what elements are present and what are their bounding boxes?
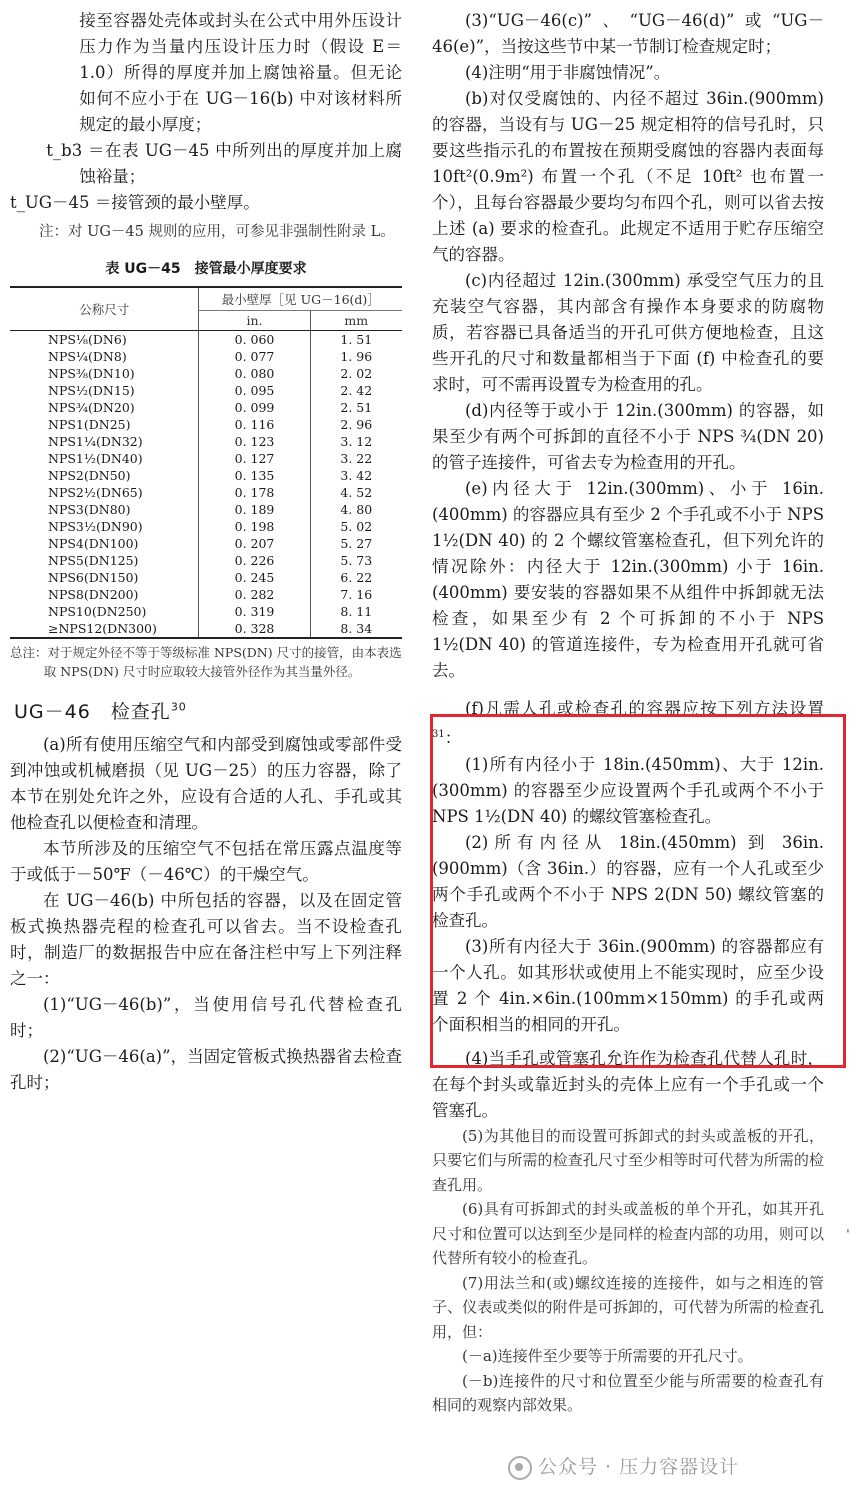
footnote-marker-31: 31 [432,729,445,740]
paragraph-e: (e)内径大于 12in.(300mm)、小于 16in.(400mm) 的容器应具有至少 2 个手孔或不小于 NPS 1½(DN 40) 的 2 个螺纹管塞检查孔，但下列允许的情况除外：内径大于 12in.(300mm) 小于 16in.(400mm) 要安装的容器如果不从组件中拆卸就无法检查，如果至少有 2 个可拆卸的不小于 NPS 1½(DN 40) 的管道连接件，专为检查用开孔就可省去。 [432,479,824,680]
paragraph-f: (f)凡需人孔或检查孔的容器应按下列方法设置$^{31}$： [432,699,824,748]
paragraph-f-item-1: (1)所有内径小于 18in.(450mm)、大于 12in.(300mm) 的容器至少应设置两个手孔或两个不小于 NPS 1½(DN 40) 的螺纹管塞检查孔。 [432,754,824,826]
definition-tug45: t_UG－45 ＝接管颈的最小壁厚。 [10,193,260,212]
nozzle-thickness-table [10,286,402,639]
table-row: NPS¼(DN8) 0. 077 1. 96 [10,348,402,365]
highlight-box [430,714,846,1068]
table-row: NPS3½(DN90) 0. 198 5. 02 [10,518,402,535]
note-text: 注：对 UG－45 规则的应用，可参见非强制性附录 L。 [39,224,395,240]
margin-mark: ˈ [846,1228,850,1244]
table-header-in: in. [199,311,310,331]
table-row: NPS¾(DN20) 0. 099 2. 51 [10,399,402,416]
table-row: NPS3(DN80) 0. 189 4. 80 [10,501,402,518]
paragraph-d: (d)内径等于或小于 12in.(300mm) 的容器，如果至少有两个可拆卸的直径不小于 NPS ¾(DN 20) 的管子连接件，可省去专为检查用的开孔。 [432,401,824,472]
table-header-group: 最小壁厚［见 UG－16(d)］ [199,287,402,311]
watermark-text: 公众号 · 压力容器设计 [538,1456,740,1478]
paragraph-f-item-2: (2)所有内径从 18in.(450mm) 到 36in.(900mm)（含 36in.）的容器，应有一个人孔或至少两个手孔或两个不小于 NPS 2(DN 50) 螺纹管塞的检查孔。 [432,832,824,930]
paragraph-a-item-2: (2)“UG－46(a)”，当固定管板式换热器省去检查孔时； [10,1047,402,1092]
table-row: NPS1¼(DN32) 0. 123 3. 12 [10,433,402,450]
definition-tb3: t_b3 ＝在表 UG－45 中所列出的厚度并加上腐蚀裕量； [46,141,402,186]
watermark [508,1452,739,1480]
table-general-note: 总注：对于规定外径不等于等级标准 NPS(DN) 尺寸的接管，由本表选取 NPS(DN) 尺寸时应取较大接管外径作为其当量外径。 [10,645,402,679]
paragraph-c: (c)内径超过 12in.(300mm) 承受空气压力的且充装空气容器，其内部含有操作本身要求的防腐物质，若容器已具备适当的开孔可供方便地检查，且这些开孔的尺寸和数量都相当于下面 (f) 中检查孔的要求时，可不需再设置专为检查用的孔。 [432,271,824,394]
paragraph-f-item-7a: (－a)连接件至少要等于所需要的开孔尺寸。 [462,1347,753,1365]
paragraph-a: (a)所有使用压缩空气和内部受到腐蚀或零部件受到冲蚀或机械磨损（见 UG－25）的压力容器，除了本节在别处允许之外，应设有合适的人孔、手孔或其他检查孔以便检查和清理。 [10,735,402,832]
paragraph-a-exemption: 在 UG－46(b) 中所包括的容器，以及在固定管板式换热器壳程的检查孔可以省去。当不设检查孔时，制造厂的数据报告中应在备注栏中写上下列注释之一： [10,891,402,988]
footnote-marker: 30 [170,700,187,714]
table-row: NPS1½(DN40) 0. 127 3. 22 [10,450,402,467]
paragraph-a-compressed-air: 本节所涉及的压缩空气不包括在常压露点温度等于或低于－50℉（－46℃）的干燥空气。 [10,839,402,884]
paragraph-f-item-3: (3)所有内径大于 36in.(900mm) 的容器都应有一个人孔。如其形状或使用上不能实现时，应至少设置 2 个 4in.×6in.(100mm×150mm) 的手孔或两个面积相当的相同的开孔。 [432,936,824,1034]
table-row: NPS2(DN50) 0. 135 3. 42 [10,467,402,484]
paragraph-f-item-7b: (－b)连接件的尺寸和位置至少能与所需要的检查孔有相同的观察内部效果。 [432,1371,824,1414]
table-header-mm: mm [310,311,402,331]
paragraph-a-item-4: (4)注明“用于非腐蚀情况”。 [465,63,671,82]
table-row: NPS6(DN150) 0. 245 6. 22 [10,569,402,586]
table-row: NPS2½(DN65) 0. 178 4. 52 [10,484,402,501]
table-caption: 表 UG－45 接管最小厚度要求 [105,261,307,277]
table-row: ≥NPS12(DN300) 0. 328 8. 34 [10,620,402,638]
wechat-icon [508,1456,532,1480]
table-row: NPS⅜(DN10) 0. 080 2. 02 [10,365,402,382]
paragraph-f-item-6: (6)具有可拆卸式的封头或盖板的单个开孔，如其开孔尺寸和位置可以达到至少是同样的检查内部的功用，则可以代替所有较小的检查孔。 [432,1200,824,1267]
paragraph-f-item-7: (7)用法兰和(或)螺纹连接的连接件，如与之相连的管子、仪表或类似的附件是可拆卸的，可代替为所需的检查孔用，但： [432,1273,824,1341]
table-row: NPS4(DN100) 0. 207 5. 27 [10,535,402,552]
table-row: NPS5(DN125) 0. 226 5. 73 [10,552,402,569]
paragraph-a-item-3: (3)“UG－46(c)”、“UG－46(d)”或“UG－46(e)”，当按这些节中某一节制订检查规定时； [432,11,824,56]
intro-paragraph: 接至容器处壳体或封头在公式中用外压设计压力作为当量内压设计压力时（假设 E＝1.0）所得的厚度并加上腐蚀裕量。但无论如何不应小于在 UG－16(b) 中对该材料所规定的最小厚度； [79,11,402,134]
paragraph-a-item-1: (1)“UG－46(b)”，当使用信号孔代替检查孔时； [10,995,402,1040]
section-heading: UG－46 检查孔$^{30}$ [14,700,187,723]
paragraph-b: (b)对仅受腐蚀的、内径不超过 36in.(900mm) 的容器，当设有与 UG－25 规定相符的信号孔时，只要这些指示孔的布置按在预期受腐蚀的容器内表面每 10ft²(0.9m²) 布置一个孔（不足 10ft² 也布置一个），且每台容器最少要均匀布四个孔，则可以省去按上述 (a) 要求的检查孔。此规定不适用于贮存压缩空气的容器。 [432,89,824,264]
table-row: NPS⅛(DN6) 0. 060 1. 51 [10,331,402,349]
table-row: NPS8(DN200) 0. 282 7. 16 [10,586,402,603]
paragraph-f-item-5: (5)为其他目的而设置可拆卸式的封头或盖板的开孔，只要它们与所需的检查孔尺寸至少相等时可代替为所需的检查孔用。 [432,1126,824,1194]
paragraph-f-item-4: (4)当手孔或管塞孔允许作为检查孔代替人孔时，在每个封头或靠近封头的壳体上应有一个手孔或一个管塞孔。 [432,1048,824,1120]
left-column [10,0,402,1096]
table-row: NPS1(DN25) 0. 116 2. 96 [10,416,402,433]
table-row: NPS½(DN15) 0. 095 2. 42 [10,382,402,399]
table-header-size: 公称尺寸 [10,287,199,331]
right-column [432,0,824,1418]
table-row: NPS10(DN250) 0. 319 8. 11 [10,603,402,620]
